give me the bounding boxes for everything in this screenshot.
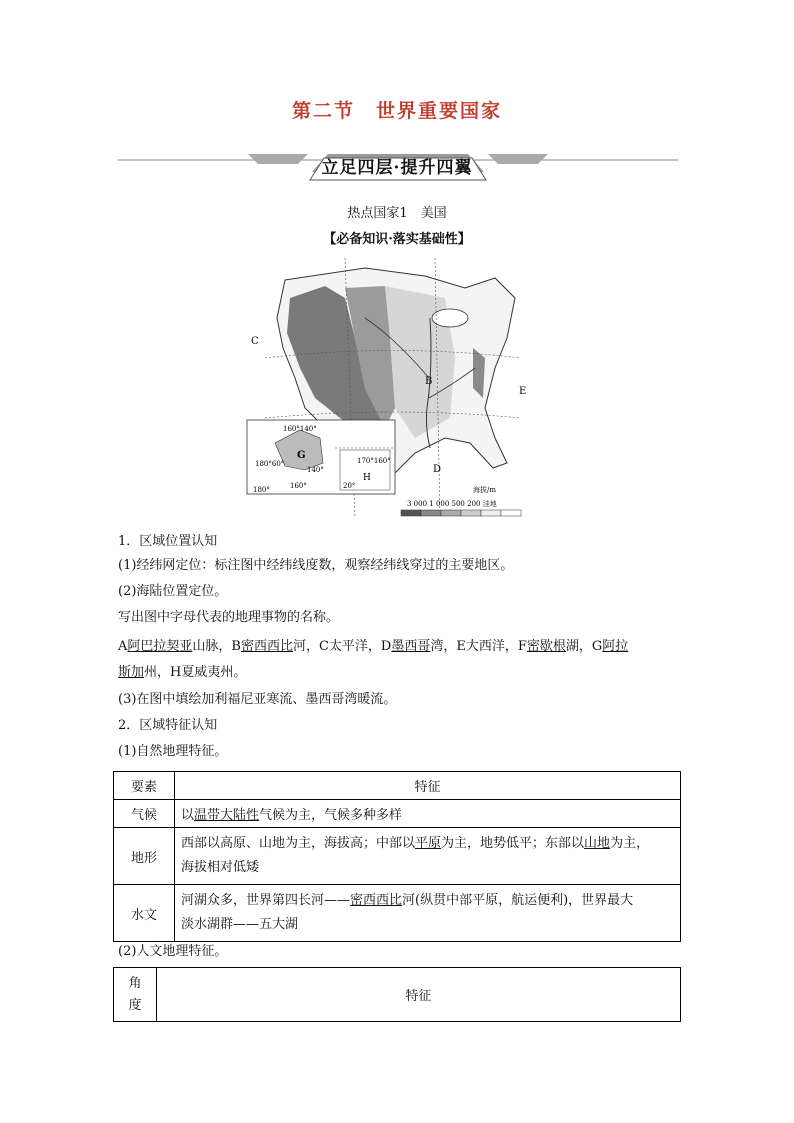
header-feature: 特征: [157, 968, 681, 1022]
legend-title: 海拔/m: [473, 486, 496, 494]
section-title: 第二节 世界重要国家: [291, 100, 502, 122]
banner-title: 立足四层·提升四翼: [321, 158, 473, 178]
paragraph-2: (1)经纬网定位：标注图中经纬线度数，观察经纬线穿过的主要地区。: [118, 558, 514, 573]
table-row: [114, 885, 681, 942]
header-angle: 角 度: [114, 968, 157, 1022]
paragraph-5: A阿巴拉契亚山脉，B密西西比河，C太平洋，D墨西哥湾，E大西洋，F密歇根湖，G阿拉 斯加州，H夏威夷州。: [118, 639, 629, 680]
map-label-e: E: [519, 386, 527, 397]
human-features-table: [113, 967, 681, 1022]
paragraph-9: (2)人文地理特征。: [118, 944, 228, 959]
paragraph-3: (2)海陆位置定位。: [118, 584, 228, 599]
hydro-label: 水文: [114, 885, 175, 942]
inset-coord-7: 20°: [343, 482, 356, 490]
great-lakes: [432, 309, 468, 327]
paragraph-6: (3)在图中填绘加利福尼亚寒流、墨西哥湾暖流。: [118, 692, 397, 707]
hydro-text: 河湖众多，世界第四长河——密西西比河(纵贯中部平原，航运便利)，世界最大 淡水湖群——五大湖: [175, 885, 681, 942]
map-label-h: H: [363, 473, 371, 483]
inset-coord-1: 160°140°: [283, 425, 317, 433]
inset-coord-4: 160°: [290, 482, 307, 490]
table-row: [114, 968, 681, 1022]
usa-topographic-map: [245, 258, 525, 520]
inset-coord-3: 140°: [307, 466, 324, 474]
section-subtitle: 热点国家1 美国: [347, 206, 447, 221]
inset-coord-5: 180°: [253, 486, 270, 494]
map-label-d: D: [433, 464, 442, 475]
inset-coord-6: 170°160°: [357, 457, 391, 465]
natural-features-table: [113, 771, 681, 942]
paragraph-8: (1)自然地理特征。: [118, 744, 228, 759]
climate-label: 气候: [114, 800, 175, 828]
legend-values: 3 000 1 000 500 200 洼地: [407, 500, 497, 508]
table-row: [114, 828, 681, 885]
table-row: [114, 800, 681, 828]
header-element: 要素: [114, 772, 175, 800]
terrain-label: 地形: [114, 828, 175, 885]
header-feature: 特征: [175, 772, 681, 800]
climate-text: 以温带大陆性气候为主，气候多种多样: [175, 800, 681, 828]
paragraph-1: 1．区域位置认知: [118, 534, 218, 549]
paragraph-4: 写出图中字母代表的地理事物的名称。: [118, 610, 340, 625]
map-label-b: B: [425, 376, 433, 387]
map-label-g: G: [297, 450, 306, 461]
inset-coord-2: 180°60°: [255, 460, 285, 468]
knowledge-heading: 【必备知识·落实基础性】: [323, 232, 471, 247]
terrain-text: 西部以高原、山地为主，海拔高；中部以平原为主，地势低平；东部以山地为主， 海拔相对低矮: [175, 828, 681, 885]
paragraph-7: 2．区域特征认知: [118, 718, 218, 733]
table-row: [114, 772, 681, 800]
map-label-c: C: [251, 336, 259, 347]
